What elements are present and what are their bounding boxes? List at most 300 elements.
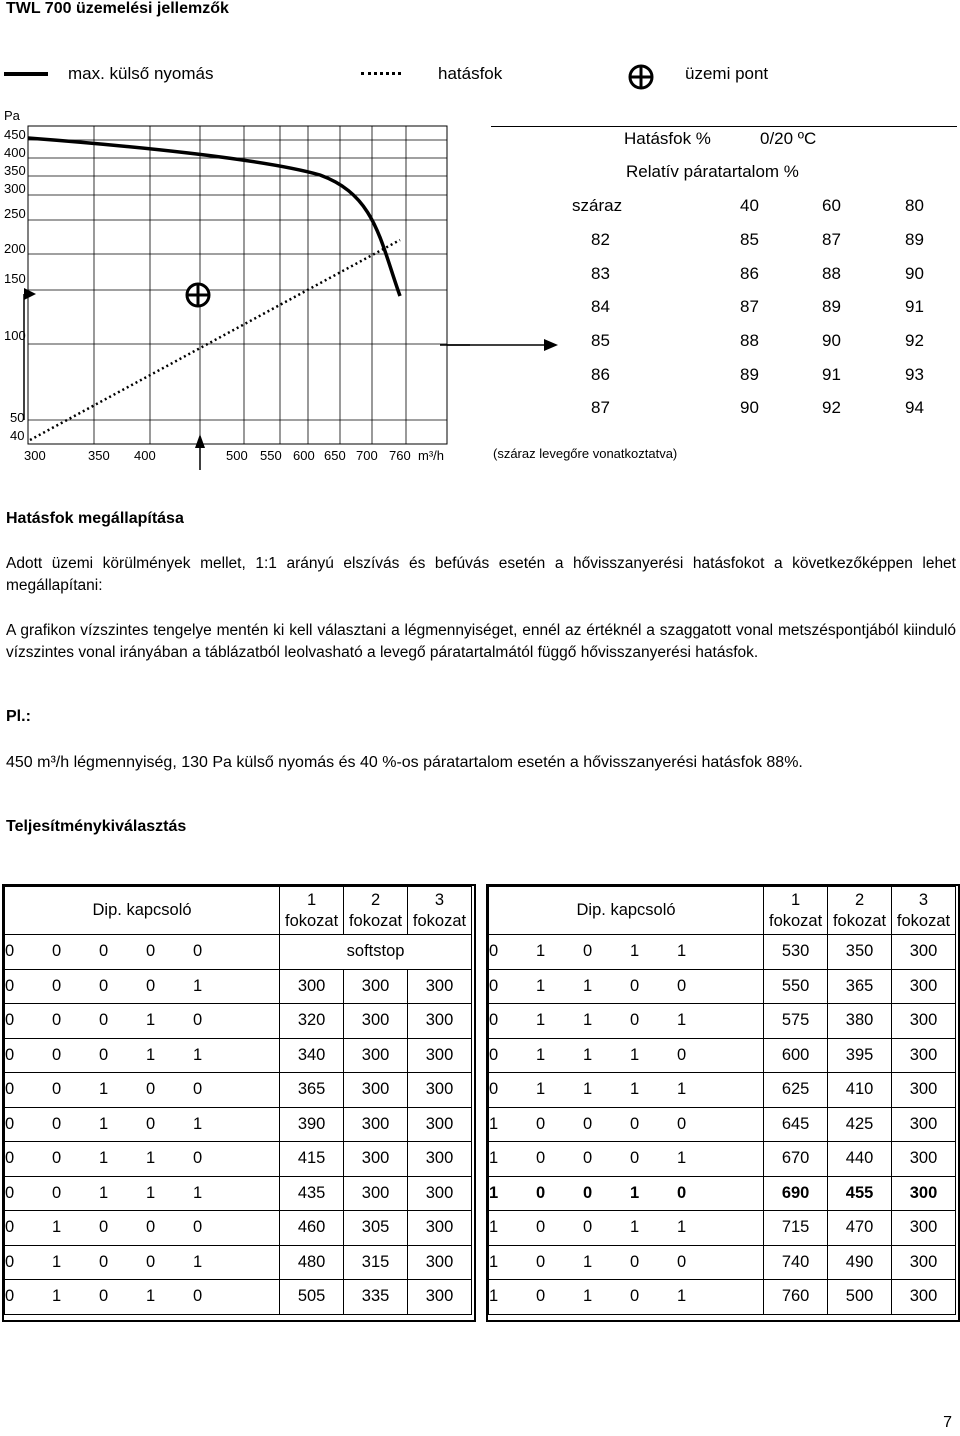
stage-value-2: 500 — [828, 1280, 892, 1315]
dip-bit: 0 — [536, 1114, 546, 1133]
stage-value-2: 300 — [344, 1073, 408, 1108]
stage-value-1: 415 — [280, 1142, 344, 1177]
dip-bit: 0 — [193, 942, 203, 961]
dip-bit: 0 — [99, 1252, 109, 1271]
stage-value-1: 625 — [764, 1073, 828, 1108]
x-tick-label: 650 — [324, 448, 346, 463]
dip-bit: 0 — [146, 942, 156, 961]
table-row — [489, 969, 956, 1004]
example-text: 450 m³/h légmennyiség, 130 Pa külső nyomás és 40 %-os páratartalom esetén a hővisszanyerési hatásfok 88%. — [6, 754, 803, 771]
table-row — [489, 1073, 956, 1108]
stage-value-2: 470 — [828, 1211, 892, 1246]
dip-bit: 1 — [193, 1114, 203, 1133]
eff-cell: 91 — [822, 365, 841, 384]
example-label: Pl.: — [6, 708, 31, 725]
stage-value-2: 300 — [344, 1176, 408, 1211]
dip-bit: 1 — [630, 942, 640, 961]
horizontal-arrow — [440, 334, 560, 356]
stage-value-3: 300 — [892, 1038, 956, 1073]
stage-value-3: 300 — [892, 969, 956, 1004]
dip-bit: 1 — [583, 1252, 593, 1271]
dip-bit: 1 — [630, 1183, 640, 1202]
table-row — [489, 1004, 956, 1039]
stage-value-1: 760 — [764, 1280, 828, 1315]
y-tick-label: 400 — [4, 145, 26, 160]
dip-bit: 0 — [677, 1183, 687, 1202]
dip-switch-bits — [5, 969, 280, 1004]
stage-value-1: 340 — [280, 1038, 344, 1073]
page-number: 7 — [943, 1414, 952, 1431]
table-row — [489, 1245, 956, 1280]
dip-bit: 1 — [193, 1045, 203, 1064]
stage-value-1: 480 — [280, 1245, 344, 1280]
dip-bit: 0 — [583, 1183, 593, 1202]
table-row — [489, 935, 956, 970]
eff-cell: 89 — [822, 297, 841, 316]
stage-value-1: 365 — [280, 1073, 344, 1108]
page-title: TWL 700 üzemelési jellemzők — [6, 0, 229, 17]
dip-bit: 1 — [489, 1149, 499, 1168]
dip-bit: 1 — [677, 1011, 687, 1030]
dip-header-label: Dip. kapcsoló — [489, 887, 764, 935]
dip-bit: 1 — [630, 1045, 640, 1064]
dip-bit: 1 — [146, 1183, 156, 1202]
stage-header-3: 3 fokozat — [892, 887, 956, 935]
table-row — [5, 969, 472, 1004]
dip-bit: 0 — [5, 1114, 15, 1133]
x-tick-label: 760 — [389, 448, 411, 463]
dip-bit: 0 — [5, 1149, 15, 1168]
eff-cell: 89 — [905, 230, 924, 249]
dip-switch-bits — [489, 1280, 764, 1315]
dip-bit: 1 — [489, 1218, 499, 1237]
dip-bit: 0 — [193, 1149, 203, 1168]
dip-bit: 0 — [489, 976, 499, 995]
dip-switch-bits — [489, 935, 764, 970]
operating-point-marker — [187, 284, 209, 306]
stage-value-1: 670 — [764, 1142, 828, 1177]
eff-cell: 83 — [591, 264, 610, 283]
stage-value-1: 390 — [280, 1107, 344, 1142]
dip-bit: 0 — [193, 1080, 203, 1099]
stage-header-2: 2 fokozat — [828, 887, 892, 935]
stage-value-1: 320 — [280, 1004, 344, 1039]
table-row — [489, 1211, 956, 1246]
table-row — [489, 1142, 956, 1177]
dip-bit: 0 — [489, 942, 499, 961]
dip-switch-bits — [5, 1245, 280, 1280]
dip-bit: 0 — [489, 1011, 499, 1030]
table-row — [5, 1245, 472, 1280]
eff-cell: 93 — [905, 365, 924, 384]
dip-bit: 1 — [536, 1011, 546, 1030]
dip-bit: 0 — [489, 1045, 499, 1064]
dip-bit: 1 — [630, 1080, 640, 1099]
eff-header-cell: 80 — [905, 196, 924, 215]
stage-value-2: 455 — [828, 1176, 892, 1211]
dip-bit: 1 — [489, 1183, 499, 1202]
dip-bit: 0 — [630, 1252, 640, 1271]
dip-bit: 0 — [630, 1287, 640, 1306]
stage-value-2: 395 — [828, 1038, 892, 1073]
dip-bit: 1 — [677, 1218, 687, 1237]
dip-table-left — [4, 886, 472, 1315]
dip-bit: 1 — [536, 1045, 546, 1064]
stage-value-1: 530 — [764, 935, 828, 970]
stage-value-3: 300 — [408, 1245, 472, 1280]
stage-value-2: 300 — [344, 1038, 408, 1073]
legend-dotted-label: hatásfok — [438, 64, 503, 83]
x-axis-unit: m³/h — [418, 448, 444, 463]
section-title-efficiency: Hatásfok megállapítása — [6, 510, 184, 527]
eff-cell: 82 — [591, 230, 610, 249]
dip-switch-bits — [489, 1073, 764, 1108]
stage-value-1: 505 — [280, 1280, 344, 1315]
eff-cell: 84 — [591, 297, 610, 316]
dip-bit: 0 — [99, 1287, 109, 1306]
dip-switch-bits — [5, 1073, 280, 1108]
dip-bit: 1 — [99, 1183, 109, 1202]
table-row — [5, 1073, 472, 1108]
y-axis-label: Pa — [4, 108, 20, 123]
eff-cell: 85 — [591, 331, 610, 350]
dip-switch-bits — [489, 1211, 764, 1246]
dip-bit: 1 — [193, 1252, 203, 1271]
stage-value-2: 300 — [344, 1107, 408, 1142]
dip-switch-bits — [5, 935, 280, 970]
eff-table-subtitle: Relatív páratartalom % — [626, 162, 799, 181]
dip-bit: 1 — [99, 1149, 109, 1168]
eff-cell: 92 — [905, 331, 924, 350]
stage-value-1: 550 — [764, 969, 828, 1004]
dip-bit: 1 — [146, 1149, 156, 1168]
dip-bit: 0 — [146, 976, 156, 995]
dip-bit: 0 — [193, 1287, 203, 1306]
stage-value-3: 300 — [408, 1176, 472, 1211]
dip-bit: 0 — [193, 1218, 203, 1237]
stage-value-1: 715 — [764, 1211, 828, 1246]
efficiency-line — [30, 240, 400, 440]
dip-bit: 1 — [677, 942, 687, 961]
stage-value-3: 300 — [892, 1176, 956, 1211]
dip-bit: 0 — [146, 1218, 156, 1237]
dip-bit: 0 — [536, 1252, 546, 1271]
dip-switch-bits — [489, 1004, 764, 1039]
stage-value-1: 600 — [764, 1038, 828, 1073]
table-row — [5, 1142, 472, 1177]
stage-value-3: 300 — [892, 935, 956, 970]
stage-value-1: 300 — [280, 969, 344, 1004]
pressure-curve — [28, 138, 400, 296]
dip-bit: 0 — [5, 1218, 15, 1237]
eff-cell: 92 — [822, 398, 841, 417]
table-row — [5, 1211, 472, 1246]
stage-value-1: 690 — [764, 1176, 828, 1211]
dip-bit: 1 — [52, 1287, 62, 1306]
stage-value-2: 490 — [828, 1245, 892, 1280]
stage-value-2: 305 — [344, 1211, 408, 1246]
dip-header-label: Dip. kapcsoló — [5, 887, 280, 935]
dip-bit: 1 — [99, 1080, 109, 1099]
dip-bit: 0 — [5, 942, 15, 961]
eff-cell: 86 — [591, 365, 610, 384]
paragraph: A grafikon vízszintes tengelye mentén ki kell választani a légmennyiséget, ennél az értéknél a szaggatott vonal metszéspontjából kiinduló vízszintes vonal irányában a táblázatból leolvasható a levegő páratartalmától függő hővisszanyerési hatásfok. — [6, 622, 956, 661]
dip-bit: 0 — [146, 1114, 156, 1133]
y-tick-label: 250 — [4, 206, 26, 221]
dip-bit: 1 — [536, 942, 546, 961]
eff-header-cell: 40 — [740, 196, 759, 215]
eff-table-topline — [491, 126, 957, 127]
stage-value-2: 300 — [344, 1142, 408, 1177]
dip-bit: 0 — [583, 1218, 593, 1237]
stage-value-3: 300 — [892, 1073, 956, 1108]
dip-bit: 1 — [146, 1045, 156, 1064]
dip-switch-bits — [5, 1142, 280, 1177]
stage-value-1: 740 — [764, 1245, 828, 1280]
eff-cell: 94 — [905, 398, 924, 417]
stage-value-2: 410 — [828, 1073, 892, 1108]
y-tick-label: 350 — [4, 163, 26, 178]
dip-bit: 1 — [536, 976, 546, 995]
eff-cell: 87 — [822, 230, 841, 249]
stage-value-3: 300 — [408, 1107, 472, 1142]
stage-value-3: 300 — [892, 1280, 956, 1315]
x-tick-label: 300 — [24, 448, 46, 463]
stage-value-2: 440 — [828, 1142, 892, 1177]
table-row — [5, 935, 472, 970]
y-tick-label: 450 — [4, 127, 26, 142]
stage-value-2: 350 — [828, 935, 892, 970]
eff-cell: 86 — [740, 264, 759, 283]
dip-bit: 1 — [583, 1287, 593, 1306]
dip-bit: 1 — [99, 1114, 109, 1133]
dip-bit: 0 — [5, 1252, 15, 1271]
stage-value-2: 380 — [828, 1004, 892, 1039]
dip-bit: 0 — [52, 942, 62, 961]
eff-cell: 90 — [740, 398, 759, 417]
dip-bit: 0 — [52, 1045, 62, 1064]
dip-bit: 0 — [536, 1287, 546, 1306]
dip-bit: 1 — [146, 1287, 156, 1306]
eff-cell: 90 — [905, 264, 924, 283]
dip-bit: 0 — [630, 1011, 640, 1030]
table-row — [489, 1107, 956, 1142]
dip-bit: 1 — [536, 1080, 546, 1099]
dip-switch-bits — [5, 1176, 280, 1211]
dip-table-header — [489, 887, 956, 935]
dip-bit: 0 — [99, 1011, 109, 1030]
dip-bit: 0 — [146, 1080, 156, 1099]
dip-bit: 0 — [99, 1218, 109, 1237]
dip-switch-bits — [489, 1038, 764, 1073]
dip-switch-bits — [5, 1038, 280, 1073]
table-row — [489, 1280, 956, 1315]
dip-bit: 1 — [146, 1011, 156, 1030]
dip-bit: 1 — [583, 1011, 593, 1030]
table-row — [489, 1176, 956, 1211]
stage-value-1: 460 — [280, 1211, 344, 1246]
dip-bit: 0 — [583, 1114, 593, 1133]
stage-value-3: 300 — [408, 1211, 472, 1246]
x-tick-label: 350 — [88, 448, 110, 463]
y-tick-label: 200 — [4, 241, 26, 256]
dip-switch-bits — [5, 1107, 280, 1142]
x-tick-label: 700 — [356, 448, 378, 463]
stage-value-3: 300 — [408, 1038, 472, 1073]
eff-table-title-unit: 0/20 ºC — [760, 129, 817, 148]
stage-value-3: 300 — [408, 1280, 472, 1315]
eff-cell: 87 — [591, 398, 610, 417]
dip-bit: 0 — [52, 1114, 62, 1133]
eff-cell: 88 — [822, 264, 841, 283]
dip-bit: 0 — [677, 1114, 687, 1133]
dip-bit: 0 — [536, 1183, 546, 1202]
dip-switch-bits — [489, 1245, 764, 1280]
dip-bit: 0 — [630, 1114, 640, 1133]
stage-value-3: 300 — [408, 1142, 472, 1177]
dip-bit: 0 — [583, 942, 593, 961]
y-tick-label: 50 — [10, 410, 25, 425]
dip-bit: 1 — [630, 1218, 640, 1237]
stage-header-1: 1 fokozat — [764, 887, 828, 935]
stage-value-3: 300 — [408, 969, 472, 1004]
dip-bit: 0 — [677, 1252, 687, 1271]
x-tick-label: 500 — [226, 448, 248, 463]
eff-cell: 88 — [740, 331, 759, 350]
dip-bit: 0 — [5, 1080, 15, 1099]
stage-header-1: 1 fokozat — [280, 887, 344, 935]
dip-bit: 0 — [52, 976, 62, 995]
dip-bit: 0 — [536, 1149, 546, 1168]
stage-value-3: 300 — [892, 1107, 956, 1142]
stage-value-1: 435 — [280, 1176, 344, 1211]
dip-bit: 1 — [583, 1080, 593, 1099]
stage-value-3: 300 — [892, 1142, 956, 1177]
y-tick-label: 40 — [10, 428, 25, 443]
dip-bit: 0 — [677, 1045, 687, 1064]
stage-value-3: 300 — [408, 1073, 472, 1108]
stage-value-2: 315 — [344, 1245, 408, 1280]
table-row — [5, 1107, 472, 1142]
table-row — [5, 1004, 472, 1039]
dip-bit: 0 — [630, 1149, 640, 1168]
dip-bit: 0 — [583, 1149, 593, 1168]
dip-bit: 0 — [5, 1011, 15, 1030]
dip-bit: 0 — [677, 976, 687, 995]
dip-table-right — [488, 886, 956, 1315]
dip-bit: 0 — [99, 976, 109, 995]
dip-bit: 0 — [99, 1045, 109, 1064]
dip-bit: 1 — [193, 1183, 203, 1202]
dip-bit: 1 — [489, 1287, 499, 1306]
eff-header-cell: száraz — [572, 196, 623, 215]
dip-bit: 1 — [193, 976, 203, 995]
eff-cell: 91 — [905, 297, 924, 316]
eff-cell: 85 — [740, 230, 759, 249]
dip-bit: 0 — [5, 1183, 15, 1202]
dip-switch-bits — [489, 1107, 764, 1142]
dip-bit: 0 — [52, 1149, 62, 1168]
dip-bit: 1 — [677, 1287, 687, 1306]
legend-solid-label: max. külső nyomás — [68, 64, 214, 83]
table-row — [5, 1038, 472, 1073]
table-row — [5, 1280, 472, 1315]
dip-bit: 0 — [630, 976, 640, 995]
dip-bit: 0 — [52, 1183, 62, 1202]
dip-bit: 1 — [489, 1252, 499, 1271]
dip-bit: 1 — [489, 1114, 499, 1133]
stage-value-3: 300 — [892, 1004, 956, 1039]
stage-header-2: 2 fokozat — [344, 887, 408, 935]
table-row — [5, 1176, 472, 1211]
stage-value-2: 300 — [344, 969, 408, 1004]
paragraph: Adott üzemi körülmények mellet, 1:1 arányú elszívás és befúvás esetén a hővisszanyerési hatásfokot a következőképpen lehet megállapítani: — [6, 555, 956, 594]
dip-bit: 0 — [5, 976, 15, 995]
eff-table-title: Hatásfok % — [624, 129, 711, 148]
dip-bit: 1 — [583, 1045, 593, 1064]
eff-cell: 90 — [822, 331, 841, 350]
stage-value-2: 365 — [828, 969, 892, 1004]
dip-switch-bits — [5, 1211, 280, 1246]
dip-bit: 0 — [52, 1080, 62, 1099]
dip-bit: 0 — [99, 942, 109, 961]
x-tick-label: 400 — [134, 448, 156, 463]
dip-bit: 0 — [536, 1218, 546, 1237]
legend-point-label: üzemi pont — [685, 64, 769, 83]
dip-bit: 0 — [52, 1011, 62, 1030]
dip-switch-bits — [5, 1004, 280, 1039]
eff-table-note: (száraz levegőre vonatkoztatva) — [493, 446, 678, 461]
dip-switch-bits — [5, 1280, 280, 1315]
dip-bit: 1 — [583, 976, 593, 995]
softstop-cell: softstop — [280, 935, 472, 970]
eff-cell: 89 — [740, 365, 759, 384]
section-title-performance: Teljesítménykiválasztás — [6, 818, 187, 835]
chart-plot — [0, 0, 470, 470]
stage-header-3: 3 fokozat — [408, 887, 472, 935]
y-tick-label: 300 — [4, 181, 26, 196]
dip-bit: 0 — [489, 1080, 499, 1099]
operating-point-icon — [627, 63, 655, 91]
dip-bit: 1 — [677, 1149, 687, 1168]
dip-bit: 0 — [193, 1011, 203, 1030]
stage-value-1: 575 — [764, 1004, 828, 1039]
dip-switch-bits — [489, 1142, 764, 1177]
y-tick-label: 150 — [4, 271, 26, 286]
dip-bit: 1 — [52, 1218, 62, 1237]
table-row — [489, 1038, 956, 1073]
dip-bit: 0 — [5, 1287, 15, 1306]
dip-bit: 1 — [52, 1252, 62, 1271]
y-tick-label: 100 — [4, 328, 26, 343]
stage-value-2: 300 — [344, 1004, 408, 1039]
dip-bit: 0 — [146, 1252, 156, 1271]
x-tick-label: 600 — [293, 448, 315, 463]
dip-bit: 1 — [677, 1080, 687, 1099]
stage-value-2: 335 — [344, 1280, 408, 1315]
x-tick-label: 550 — [260, 448, 282, 463]
stage-value-1: 645 — [764, 1107, 828, 1142]
stage-value-3: 300 — [408, 1004, 472, 1039]
stage-value-3: 300 — [892, 1245, 956, 1280]
stage-value-3: 300 — [892, 1211, 956, 1246]
dip-bit: 0 — [5, 1045, 15, 1064]
dip-switch-bits — [489, 1176, 764, 1211]
eff-cell: 87 — [740, 297, 759, 316]
dip-switch-bits — [489, 969, 764, 1004]
dip-table-header — [5, 887, 472, 935]
stage-value-2: 425 — [828, 1107, 892, 1142]
